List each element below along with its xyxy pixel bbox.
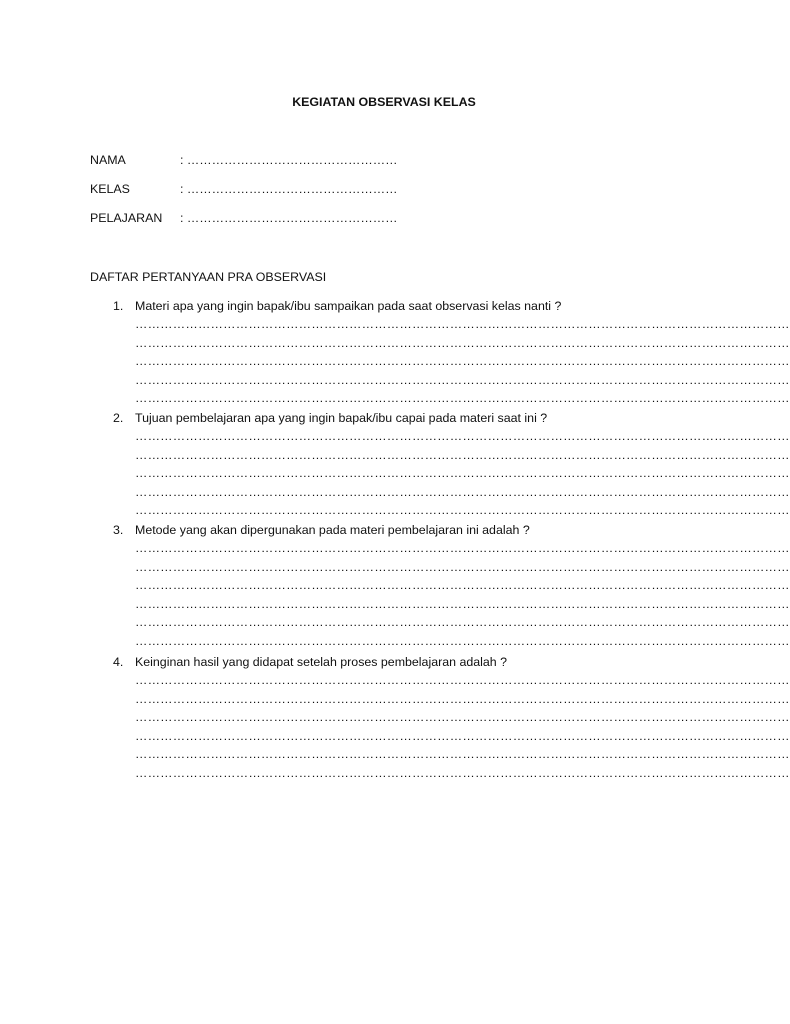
answer-line: ………………………………………………………………………………………………………………………………………… [135, 710, 790, 725]
question-2 [90, 409, 790, 520]
question-number: 1. [113, 299, 124, 313]
question-3 [90, 521, 790, 651]
answer-line: ………………………………………………………………………………………………………………………………………… [135, 447, 790, 462]
question-text: Keinginan hasil yang didapat setelah proses pembelajaran adalah ? [135, 655, 507, 669]
question-text: Materi apa yang ingin bapak/ibu sampaikan pada saat observasi kelas nanti ? [135, 299, 562, 313]
answer-line: ………………………………………………………………………………………………………………………………………… [135, 596, 790, 611]
field-value-kelas: : …………………………………………… [180, 182, 398, 196]
answer-line: ………………………………………………………………………………………………………………………………………… [135, 372, 790, 387]
question-number: 2. [113, 411, 124, 425]
answer-line: ………………………………………………………………………………………………………………………………………… [135, 335, 790, 350]
answer-line: ………………………………………………………………………………………………………………………………………… [135, 391, 790, 406]
field-label-kelas: KELAS [90, 182, 130, 196]
answer-line: ………………………………………………………………………………………………………………………………………… [135, 429, 790, 443]
question-number: 4. [113, 655, 124, 669]
answer-line: ………………………………………………………………………………………………………………………………………… [135, 691, 790, 706]
field-label-nama: NAMA [90, 153, 126, 167]
field-value-pelajaran: : …………………………………………… [180, 211, 398, 225]
answer-line: ………………………………………………………………………………………………………………………………………… [135, 541, 790, 555]
section-heading: DAFTAR PERTANYAAN PRA OBSERVASI [90, 270, 327, 284]
answer-line: ………………………………………………………………………………………………………………………………………… [135, 317, 790, 331]
answer-line: ………………………………………………………………………………………………………………………………………… [135, 559, 790, 574]
answer-line: ………………………………………………………………………………………………………………………………………… [135, 578, 790, 593]
answer-line: ………………………………………………………………………………………………………………………………………… [135, 673, 790, 687]
answer-line: ………………………………………………………………………………………………………………………………………… [135, 615, 790, 630]
answer-line: ………………………………………………………………………………………………………………………………………… [135, 354, 790, 369]
answer-line: ………………………………………………………………………………………………………………………………………… [135, 728, 790, 743]
question-number: 3. [113, 523, 124, 537]
answer-line: ………………………………………………………………………………………………………………………………………… [135, 747, 790, 762]
answer-line: ………………………………………………………………………………………………………………………………………… [135, 466, 790, 481]
document-title: KEGIATAN OBSERVASI KELAS [292, 95, 476, 109]
question-4 [90, 653, 790, 783]
answer-line: ………………………………………………………………………………………………………………………………………… [135, 633, 790, 648]
answer-line: ………………………………………………………………………………………………………………………………………… [135, 484, 790, 499]
answer-line: ………………………………………………………………………………………………………………………………………… [135, 765, 790, 780]
question-1 [90, 297, 790, 408]
field-label-pelajaran: PELAJARAN [90, 211, 163, 225]
field-value-nama: : …………………………………………… [180, 153, 398, 167]
answer-line: ………………………………………………………………………………………………………………………………………… [135, 503, 790, 518]
question-text: Metode yang akan dipergunakan pada materi pembelajaran ini adalah ? [135, 523, 530, 537]
question-text: Tujuan pembelajaran apa yang ingin bapak/ibu capai pada materi saat ini ? [135, 411, 548, 425]
